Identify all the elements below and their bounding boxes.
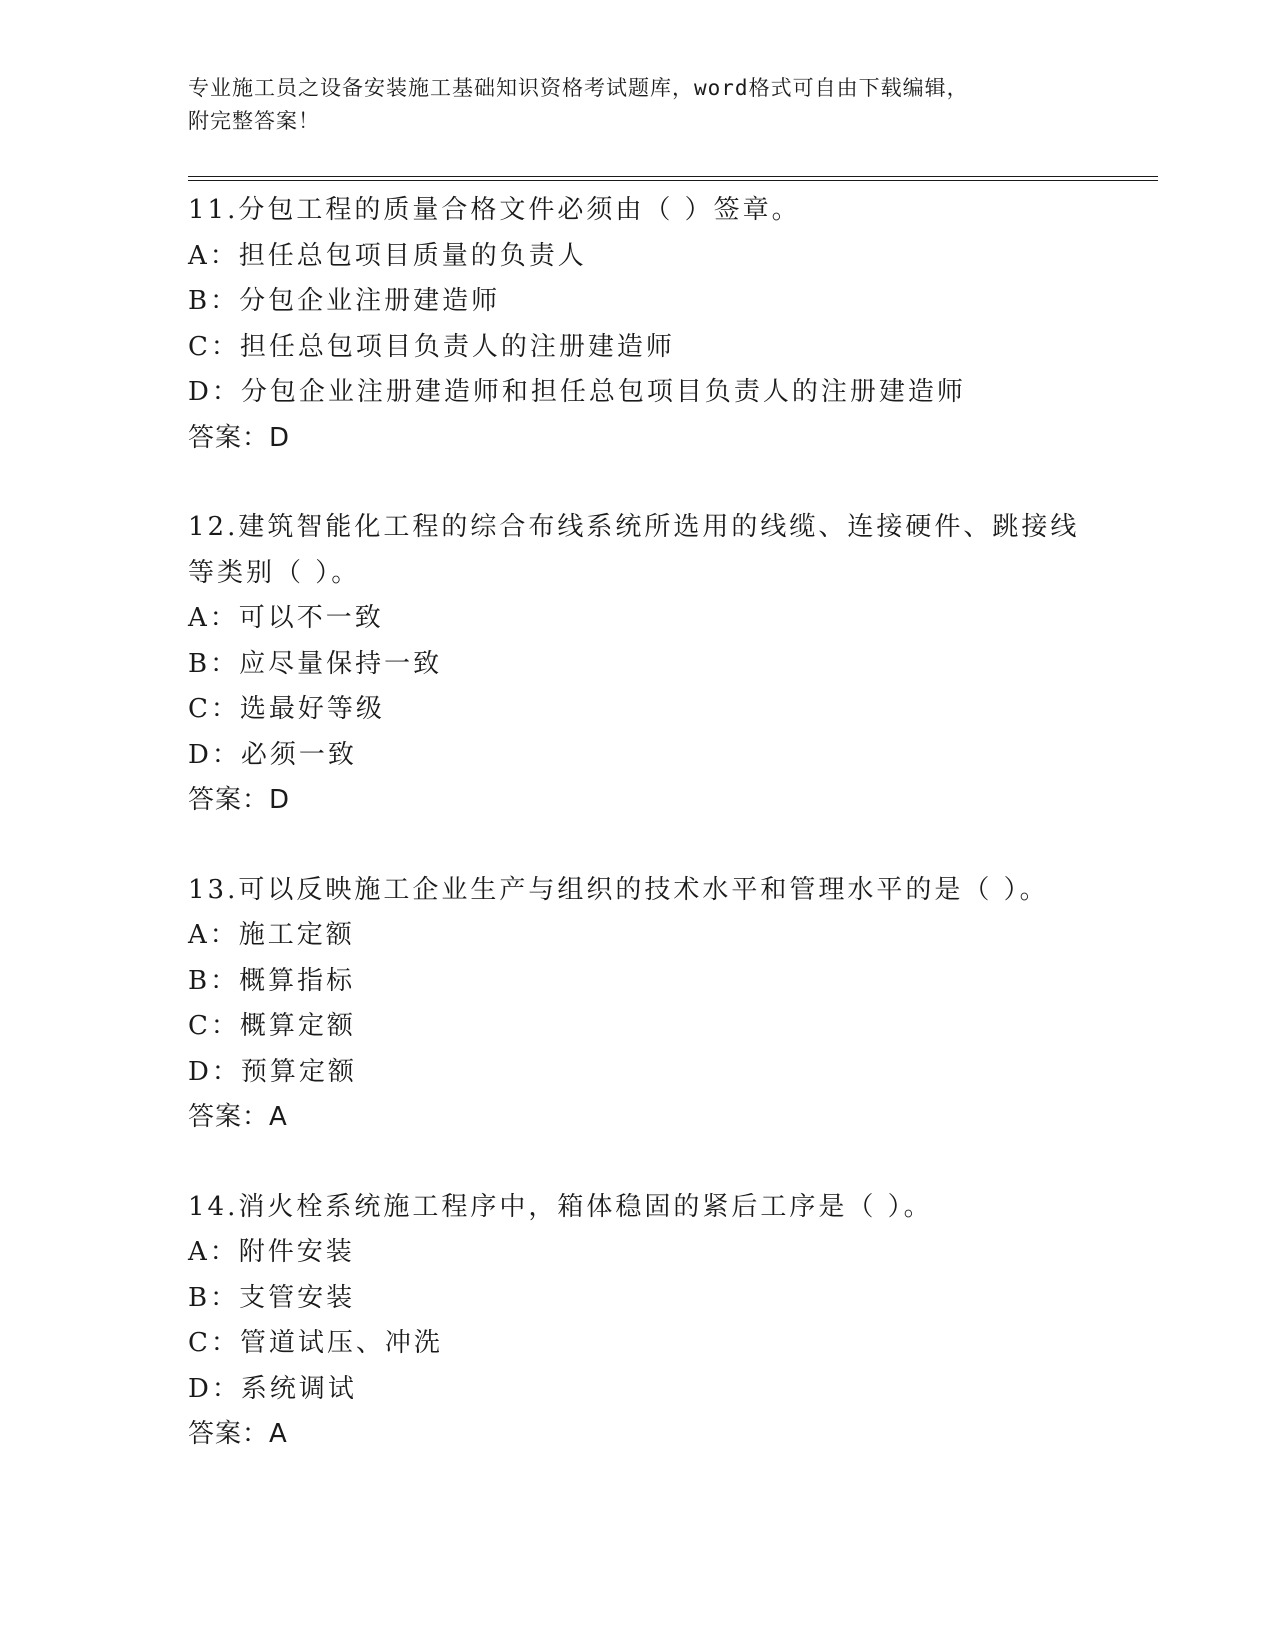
option-b: B：分包企业注册建造师 [188,286,501,316]
option-d: D：系统调试 [188,1373,357,1404]
answer-line: 答案：D [188,785,291,815]
question-11 [188,188,1088,461]
option-c: C：管道试压、冲洗 [188,1328,443,1358]
option-b: B：应尽量保持一致 [188,648,443,679]
option-c: C：担任总包项目负责人的注册建造师 [188,331,675,362]
answer-line: 答案：D [188,422,291,453]
option-d: D：分包企业注册建造师和担任总包项目负责人的注册建造师 [188,377,966,407]
option-a: A：可以不一致 [188,603,384,633]
option-d: D：预算定额 [188,1056,357,1087]
question-12 [188,505,1088,824]
header-divider [188,176,1158,181]
option-b: B：支管安装 [188,1282,356,1313]
question-stem: 14.消火栓系统施工程序中，箱体稳固的紧后工序是（ ）。 [188,1191,933,1222]
question-13 [188,868,1088,1141]
header-line-2: 附完整答案！ [188,109,320,133]
option-b: B：概算指标 [188,965,356,996]
question-list [188,188,1088,1502]
option-c: C：概算定额 [188,1011,356,1041]
question-stem: 11.分包工程的质量合格文件必须由（ ）签章。 [188,195,801,225]
option-a: A：担任总包项目质量的负责人 [188,240,587,271]
option-d: D：必须一致 [188,739,357,770]
question-stem: 13.可以反映施工企业生产与组织的技术水平和管理水平的是（ ）。 [188,874,1049,905]
header-line-1: 专业施工员之设备安装施工基础知识资格考试题库，word格式可自由下载编辑， [188,76,969,100]
option-a: A：附件安装 [188,1237,355,1267]
option-c: C：选最好等级 [188,694,385,724]
question-stem: 12.建筑智能化工程的综合布线系统所选用的线缆、连接硬件、跳接线等类别（ ）。 [188,512,1080,588]
document-header [188,72,1068,138]
answer-line: 答案：A [188,1102,288,1132]
option-a: A：施工定额 [188,920,355,950]
question-14 [188,1185,1088,1458]
answer-line: 答案：A [188,1419,288,1449]
